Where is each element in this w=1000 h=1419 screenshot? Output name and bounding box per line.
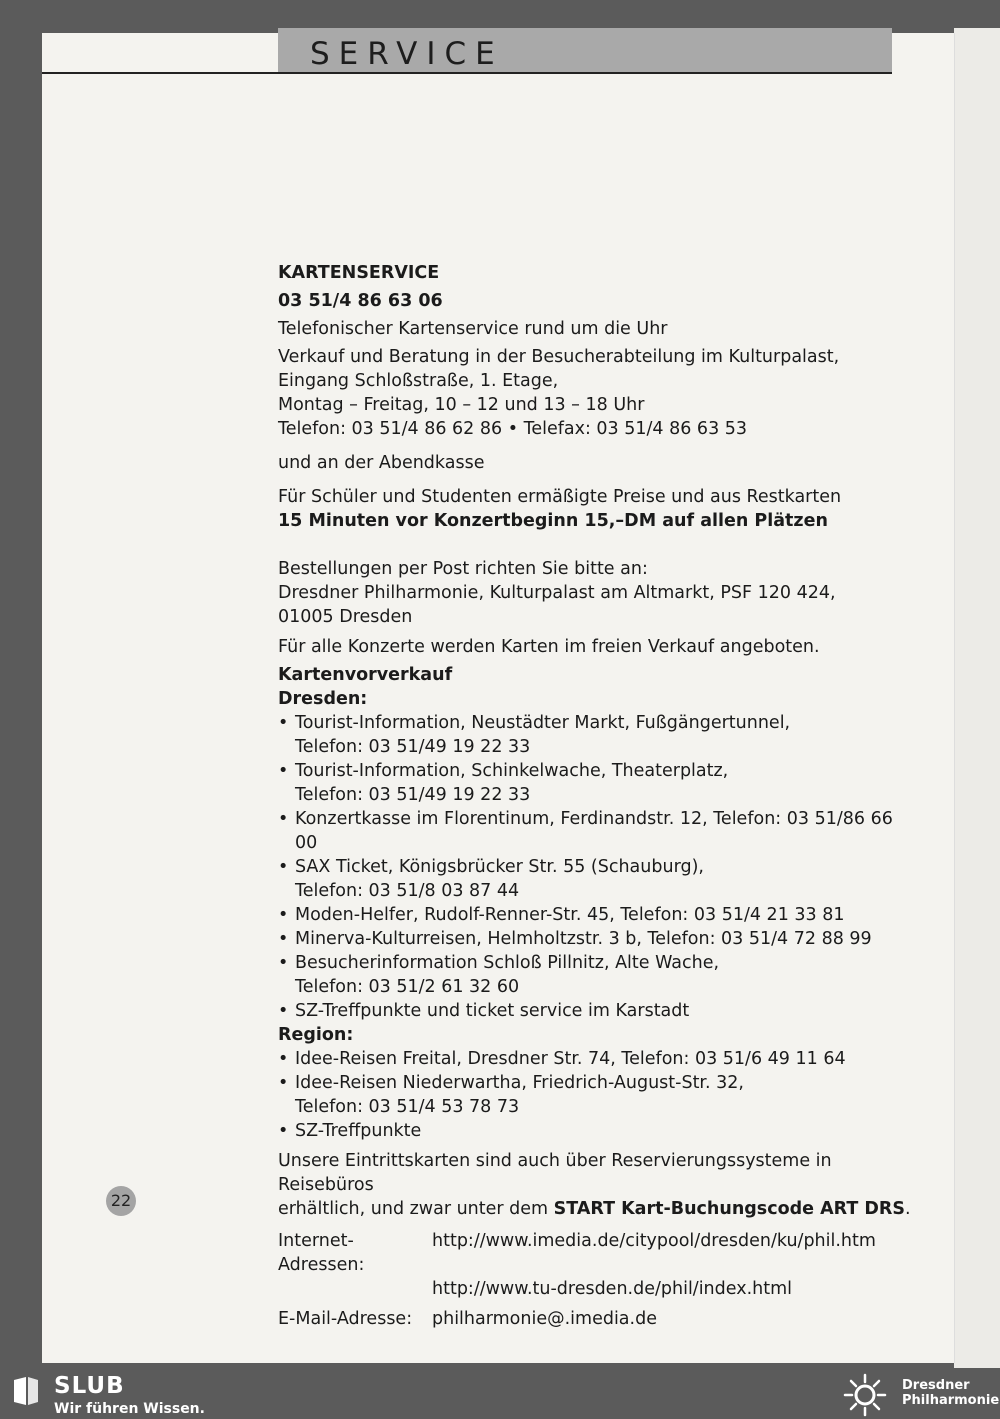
- list-item: [278, 951, 918, 999]
- philharmonie-name-line2: Philharmonie: [902, 1393, 1000, 1408]
- internet-label: Internet-Adressen:: [278, 1231, 365, 1275]
- kartenservice-section: [278, 261, 918, 1331]
- vorverkauf-heading: Kartenvorverkauf: [278, 665, 453, 685]
- list-item-text: • Besucherinformation Schloß Pillnitz, Alte Wache,: [295, 953, 720, 973]
- post-line: Dresdner Philharmonie, Kulturpalast am Altmarkt, PSF 120 424,: [278, 583, 836, 603]
- hotline-text: Telefonischer Kartenservice rund um die Uhr: [278, 319, 668, 339]
- list-item: [278, 927, 918, 951]
- sales-info: [278, 345, 918, 441]
- kartenservice-phone: 03 51/4 86 63 06: [278, 291, 443, 311]
- list-item-text: • Idee-Reisen Niederwartha, Friedrich-August-Str. 32,: [295, 1073, 744, 1093]
- section-title: SERVICE: [310, 36, 504, 72]
- contact-table: [278, 1229, 876, 1331]
- reservation-line: [278, 1197, 918, 1221]
- region-heading: Region:: [278, 1025, 354, 1045]
- list-item-phone: Telefon: 03 51/49 19 22 33: [295, 785, 531, 805]
- list-item-text: • Konzertkasse im Florentinum, Ferdinandstr. 12, Telefon: 03 51/86 66 00: [295, 809, 893, 853]
- email-address[interactable]: philharmonie@.imedia.de: [432, 1309, 657, 1329]
- list-item-text: • Tourist-Information, Schinkelwache, Theaterplatz,: [295, 761, 729, 781]
- list-item-phone: Telefon: 03 51/2 61 32 60: [295, 977, 520, 997]
- post-line: 01005 Dresden: [278, 607, 413, 627]
- free-sale-text: Für alle Konzerte werden Karten im freien Verkauf angeboten.: [278, 637, 820, 657]
- list-item: [278, 903, 918, 927]
- kartenservice-heading: KARTENSERVICE: [278, 263, 440, 283]
- list-item: [278, 807, 918, 855]
- sales-line: Telefon: 03 51/4 86 62 86 • Telefax: 03 51/4 86 63 53: [278, 419, 748, 439]
- students-text: Für Schüler und Studenten ermäßigte Preise und aus Restkarten: [278, 487, 842, 507]
- list-item: [278, 855, 918, 903]
- page-number: 22: [106, 1186, 136, 1216]
- reservation-text-pre: erhältlich, und zwar unter dem: [278, 1199, 554, 1219]
- reservation-text-post: .: [904, 1199, 911, 1219]
- evening-box-office: und an der Abendkasse: [278, 453, 485, 473]
- list-item: [278, 759, 918, 807]
- slub-logo-icon: [12, 1376, 40, 1406]
- dresden-list: [278, 711, 918, 1023]
- post-orders: [278, 557, 918, 629]
- list-item: [278, 1119, 918, 1143]
- list-item-text: • Moden-Helfer, Rudolf-Renner-Str. 45, Telefon: 03 51/4 21 33 81: [295, 905, 845, 925]
- next-page-edge: [954, 28, 1000, 1368]
- philharmonie-name: [902, 1378, 999, 1408]
- region-list: [278, 1047, 918, 1143]
- list-item: [278, 999, 918, 1023]
- sales-line: Montag – Freitag, 10 – 12 und 13 – 18 Uhr: [278, 395, 645, 415]
- students-bold-text: 15 Minuten vor Konzertbeginn 15,–DM auf allen Plätzen: [278, 511, 828, 531]
- sales-line: Verkauf und Beratung in der Besucherabteilung im Kulturpalast,: [278, 347, 840, 367]
- list-item-text: • Minerva-Kulturreisen, Helmholtzstr. 3 b, Telefon: 03 51/4 72 88 99: [295, 929, 872, 949]
- list-item-text: • SZ-Treffpunkte: [295, 1121, 422, 1141]
- list-item-phone: Telefon: 03 51/4 53 78 73: [295, 1097, 520, 1117]
- header-rule: [42, 72, 892, 74]
- email-label: E-Mail-Adresse:: [278, 1309, 413, 1329]
- list-item-phone: Telefon: 03 51/49 19 22 33: [295, 737, 531, 757]
- footer-bar: [0, 1370, 1000, 1419]
- list-item-text: • SZ-Treffpunkte und ticket service im Karstadt: [295, 1001, 690, 1021]
- list-item-phone: Telefon: 03 51/8 03 87 44: [295, 881, 520, 901]
- reservation-line: Unsere Eintrittskarten sind auch über Reservierungssysteme in Reisebüros: [278, 1151, 832, 1195]
- list-item-text: • Idee-Reisen Freital, Dresdner Str. 74, Telefon: 03 51/6 49 11 64: [295, 1049, 846, 1069]
- slub-name: SLUB: [54, 1373, 125, 1399]
- list-item: [278, 711, 918, 759]
- booking-code: START Kart-Buchungscode ART DRS: [553, 1199, 905, 1219]
- reservation-text: [278, 1149, 918, 1221]
- document-page: [42, 33, 955, 1363]
- philharmonie-logo-icon: [842, 1372, 888, 1418]
- sales-line: Eingang Schloßstraße, 1. Etage,: [278, 371, 559, 391]
- list-item: [278, 1071, 918, 1119]
- slub-tagline: Wir führen Wissen.: [54, 1401, 205, 1417]
- dresden-heading: Dresden:: [278, 689, 368, 709]
- philharmonie-name-line1: Dresdner: [902, 1378, 970, 1393]
- post-line: Bestellungen per Post richten Sie bitte an:: [278, 559, 648, 579]
- internet-url-2[interactable]: http://www.tu-dresden.de/phil/index.html: [432, 1279, 792, 1299]
- list-item-text: • SAX Ticket, Königsbrücker Str. 55 (Schauburg),: [295, 857, 704, 877]
- list-item-text: • Tourist-Information, Neustädter Markt, Fußgängertunnel,: [295, 713, 791, 733]
- list-item: [278, 1047, 918, 1071]
- internet-url-1[interactable]: http://www.imedia.de/citypool/dresden/ku/phil.htm: [432, 1231, 876, 1251]
